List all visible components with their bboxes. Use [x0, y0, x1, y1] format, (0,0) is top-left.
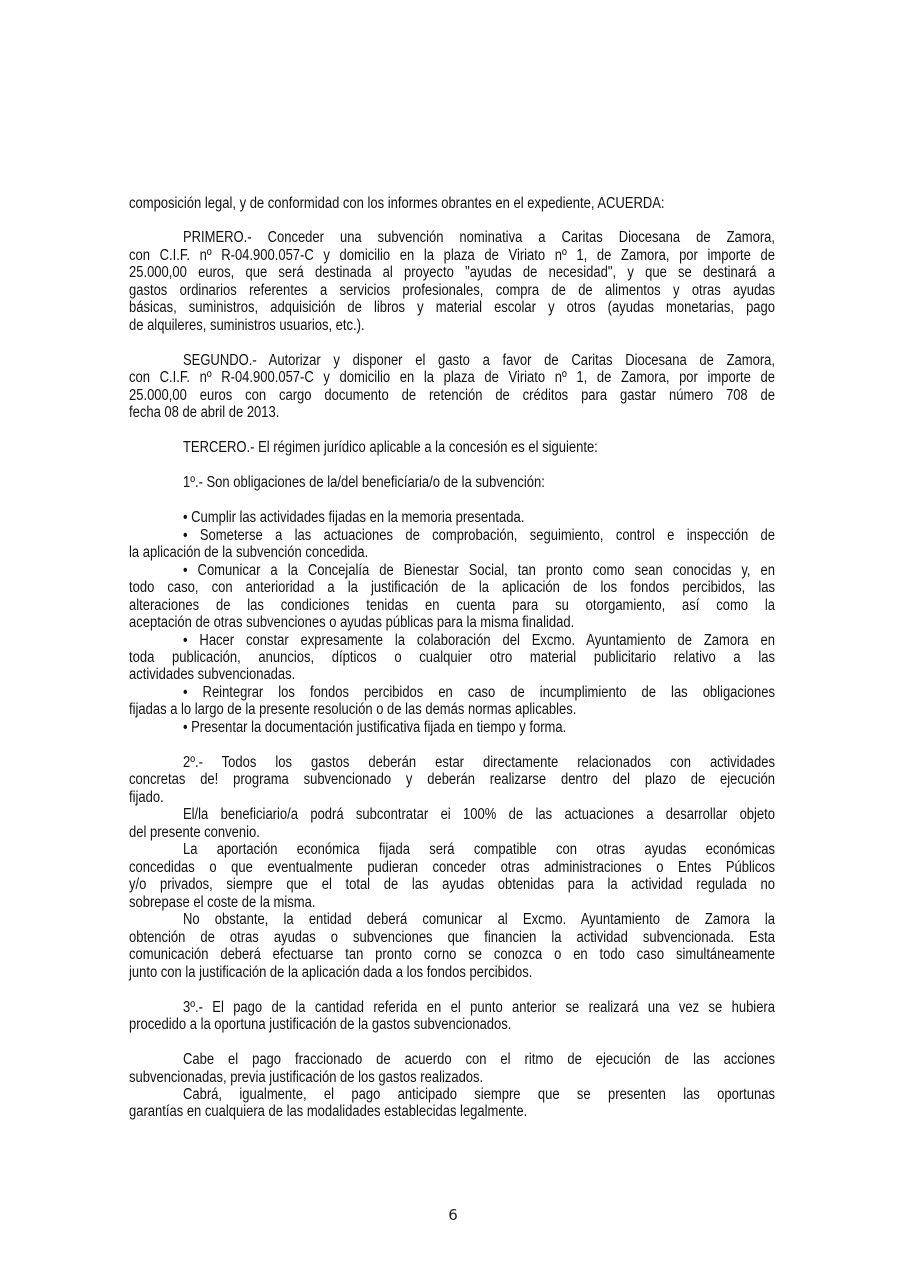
- text-line: • Presentar la documentación justificativa fijada en tiempo y forma.: [182, 718, 567, 736]
- text-line: con C.I.F. nº R-04.900.057-C y domicilio en la plaza de Viriato nº 1, de Zamora, por importe de: [129, 246, 775, 264]
- text-line: básicas, suministros, adquisición de libros y material escolar y otros (ayudas monetarias, pago: [129, 299, 775, 317]
- text-line: 25.000,00 euros, que será destinada al proyecto "ayudas de necesidad", y que se destinará a: [129, 264, 775, 282]
- text-line: 2º.- Todos los gastos deberán estar directamente relacionados con actividades: [182, 753, 776, 771]
- text-line: procedido a la oportuna justificación de la gastos subvencionados.: [129, 1016, 512, 1034]
- text-line: Cabe el pago fraccionado de acuerdo con el ritmo de ejecución de las acciones: [182, 1051, 776, 1069]
- text-line: No obstante, la entidad deberá comunicar al Excmo. Ayuntamiento de Zamora la: [182, 911, 776, 929]
- text-line: obtención de otras ayudas o subvenciones que financien la actividad subvencionada. Esta: [129, 928, 775, 946]
- text-line: junto con la justificación de la aplicación dada a los fondos percibidos.: [129, 963, 533, 981]
- text-line: toda publicación, anuncios, dípticos o cualquier otro material publicitario relativo a las: [129, 648, 775, 666]
- text-line: • Someterse a las actuaciones de comprobación, seguimiento, control e inspección de: [182, 526, 776, 544]
- text-line: 3º.- El pago de la cantidad referida en el punto anterior se realizará una vez se hubiera: [182, 998, 776, 1016]
- text-line: • Comunicar a la Concejalía de Bienestar Social, tan pronto como sean conocidas y, en: [182, 561, 776, 579]
- text-line: sobrepase el coste de la misma.: [129, 893, 316, 911]
- text-line: SEGUNDO.- Autorizar y disponer el gasto a favor de Caritas Diocesana de Zamora,: [182, 351, 776, 369]
- text-line: fijado.: [129, 788, 164, 806]
- text-line: PRIMERO.- Conceder una subvención nominativa a Caritas Diocesana de Zamora,: [182, 229, 776, 247]
- text-line: 1º.- Son obligaciones de la/del beneficíaria/o de la subvención:: [182, 474, 545, 492]
- text-line: comunicación deberá efectuarse tan pronto corno se conozca o en todo caso simultáneamente: [129, 946, 775, 964]
- text-line: la aplicación de la subvención concedida.: [129, 544, 369, 562]
- text-line: concretas de! programa subvencionado y deberán realizarse dentro del plazo de ejecución: [129, 771, 775, 789]
- text-line: Cabrá, igualmente, el pago anticipado siempre que se presenten las oportunas: [182, 1085, 776, 1103]
- page-number: 6: [448, 1206, 458, 1224]
- text-line: garantías en cualquiera de las modalidades establecidas legalmente.: [129, 1103, 528, 1121]
- text-line: • Reintegrar los fondos percibidos en caso de incumplimiento de las obligaciones: [182, 683, 776, 701]
- text-line: La aportación económica fijada será compatible con otras ayudas económicas: [182, 841, 776, 859]
- text-line: aceptación de otras subvenciones o ayudas públicas para la misma finalidad.: [129, 614, 575, 632]
- text-line: TERCERO.- El régimen jurídico aplicable a la concesión es el siguiente:: [182, 439, 598, 457]
- text-line: alteraciones de las condiciones tenidas en cuenta para su otorgamiento, así como la: [129, 596, 775, 614]
- text-line: subvencionadas, previa justificación de los gastos realizados.: [129, 1068, 484, 1086]
- text-line: con C.I.F. nº R-04.900.057-C y domicilio en la plaza de Viriato nº 1, de Zamora, por importe de: [129, 369, 775, 387]
- text-line: gastos ordinarios referentes a servicios profesionales, compra de de alimentos y otras ayudas: [129, 281, 775, 299]
- text-line: El/la beneficiario/a podrá subcontratar ei 100% de las actuaciones a desarrollar objeto: [182, 806, 776, 824]
- text-line: de alquileres, suministros usuarios, etc.).: [129, 316, 365, 334]
- text-line: del presente convenio.: [129, 823, 260, 841]
- text-line: actividades subvencionadas.: [129, 666, 296, 684]
- text-line: composición legal, y de conformidad con los informes obrantes en el expediente, ACUERDA:: [129, 194, 665, 212]
- text-line: • Hacer constar expresamente la colaboración del Excmo. Ayuntamiento de Zamora en: [182, 631, 776, 649]
- text-line: fecha 08 de abril de 2013.: [129, 404, 280, 422]
- text-line: fijadas a lo largo de la presente resolución o de las demás normas aplicables.: [129, 701, 577, 719]
- text-line: concedidas o que eventualmente pudieran conceder otras administraciones o Entes Públicos: [129, 858, 775, 876]
- text-line: • Cumplir las actividades fijadas en la memoria presentada.: [182, 509, 525, 527]
- text-line: todo caso, con anterioridad a la justificación de la aplicación de los fondos percibidos, las: [129, 579, 775, 597]
- text-line: 25.000,00 euros con cargo documento de retención de créditos para gastar número 708 de: [129, 386, 775, 404]
- text-line: y/o privados, siempre que el total de las ayudas obtenidas para la actividad regulada no: [129, 876, 775, 894]
